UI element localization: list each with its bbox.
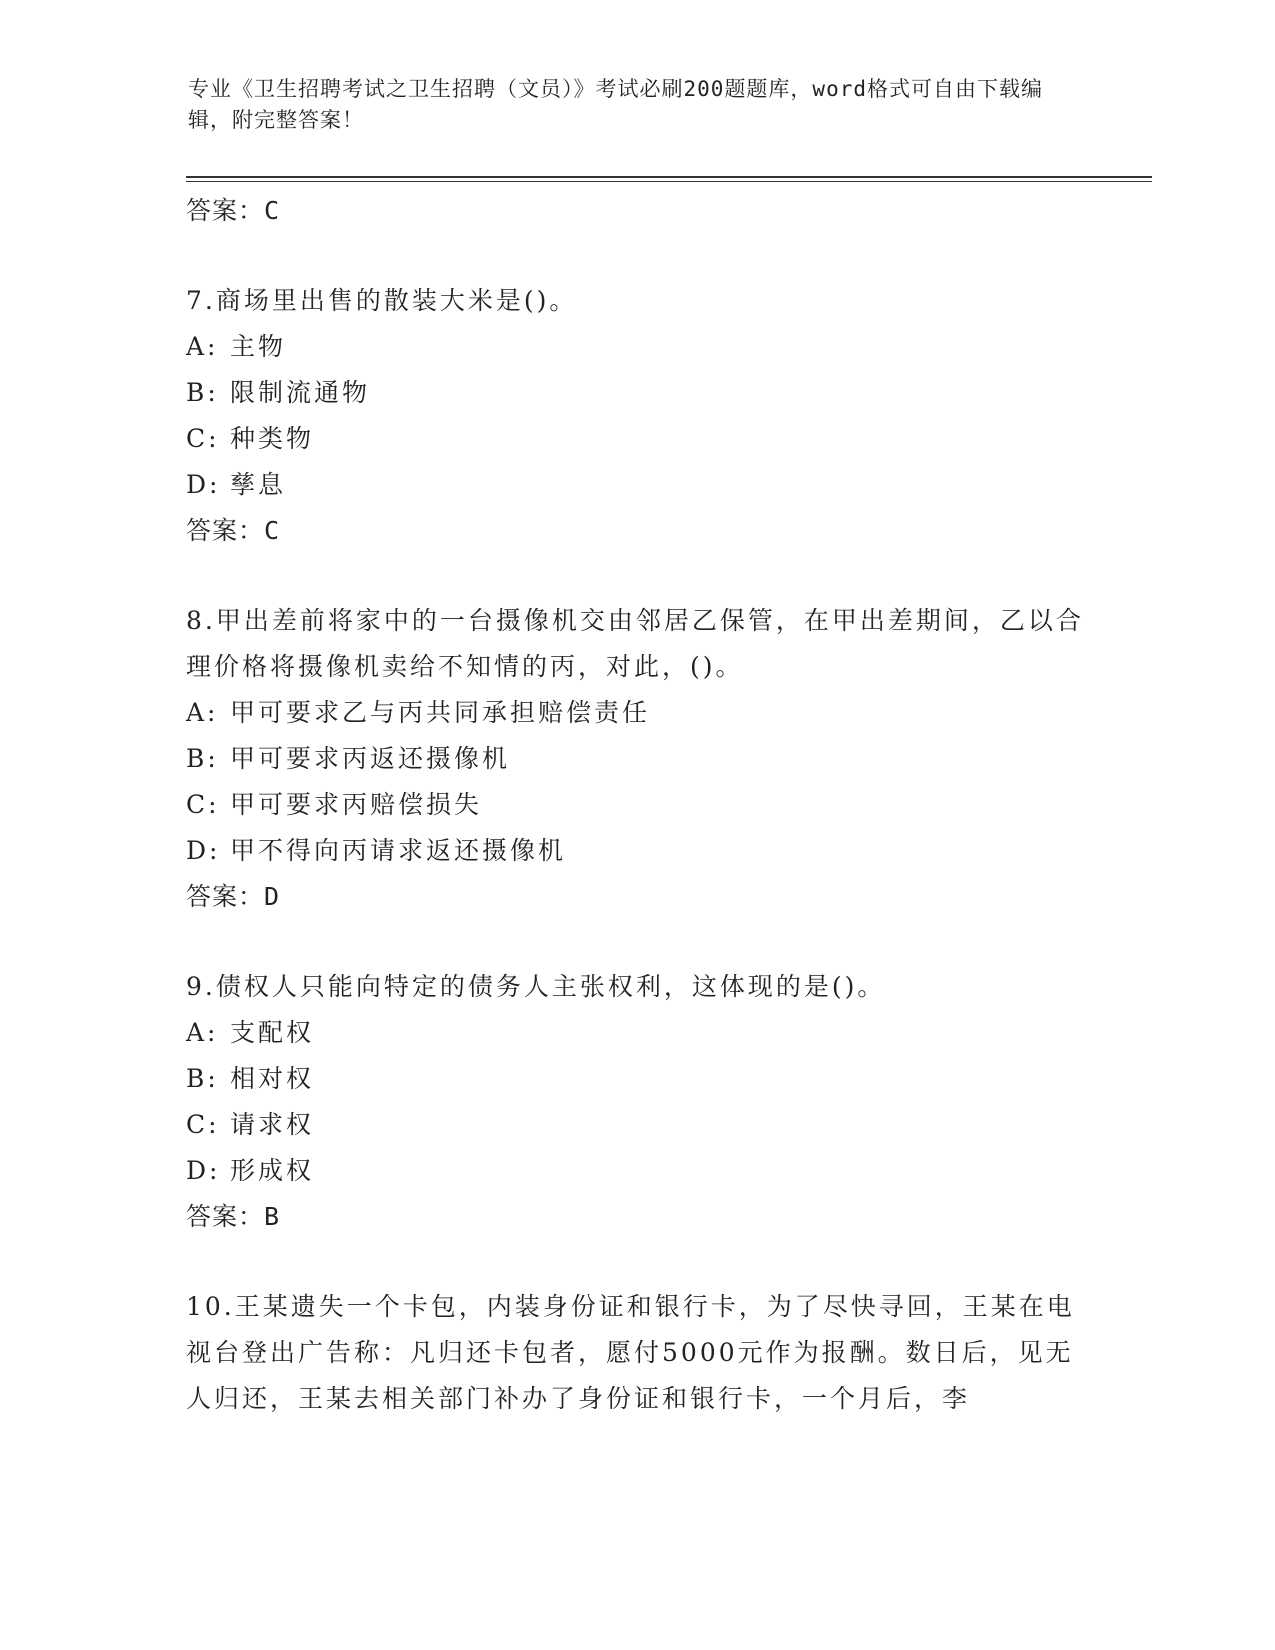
option-text: 限制流通物 xyxy=(230,378,371,407)
option-letter: D: xyxy=(186,1156,221,1185)
option-b xyxy=(186,1056,1086,1102)
question-stem: 9.债权人只能向特定的债务人主张权利，这体现的是()。 xyxy=(186,972,886,1001)
option-c xyxy=(186,1102,1086,1148)
option-text: 形成权 xyxy=(230,1156,315,1185)
option-text: 种类物 xyxy=(230,424,315,453)
answer-line: 答案：C xyxy=(186,516,281,545)
option-letter: A: xyxy=(186,1018,219,1047)
option-text: 请求权 xyxy=(230,1110,315,1139)
option-letter: D: xyxy=(186,470,221,499)
answer-line: 答案：D xyxy=(186,882,281,911)
option-text: 甲可要求丙返还摄像机 xyxy=(230,744,511,773)
option-text: 甲不得向丙请求返还摄像机 xyxy=(230,836,567,865)
question-list xyxy=(186,188,1086,1422)
answer-line: 答案：B xyxy=(186,1202,281,1231)
option-text: 主物 xyxy=(230,332,287,361)
option-letter: C: xyxy=(186,790,220,819)
question-7 xyxy=(186,278,1086,554)
option-b xyxy=(186,736,1086,782)
answer-line: 答案：C xyxy=(186,196,281,225)
option-letter: C: xyxy=(186,424,220,453)
option-c xyxy=(186,782,1086,828)
question-10 xyxy=(186,1284,1086,1422)
option-letter: B: xyxy=(186,1064,219,1093)
option-b xyxy=(186,370,1086,416)
question-8 xyxy=(186,598,1086,920)
option-letter: A: xyxy=(186,698,219,727)
option-letter: A: xyxy=(186,332,219,361)
header-rule-thin xyxy=(186,181,1152,182)
option-letter: D: xyxy=(186,836,221,865)
option-d xyxy=(186,462,1086,508)
option-text: 甲可要求乙与丙共同承担赔偿责任 xyxy=(230,698,651,727)
option-a xyxy=(186,324,1086,370)
option-a xyxy=(186,1010,1086,1056)
question-9 xyxy=(186,964,1086,1240)
option-letter: B: xyxy=(186,378,219,407)
option-letter: C: xyxy=(186,1110,220,1139)
option-text: 支配权 xyxy=(230,1018,315,1047)
option-d xyxy=(186,828,1086,874)
option-d xyxy=(186,1148,1086,1194)
option-text: 孳息 xyxy=(230,470,287,499)
option-text: 甲可要求丙赔偿损失 xyxy=(230,790,483,819)
header-rule xyxy=(186,176,1152,178)
option-text: 相对权 xyxy=(230,1064,315,1093)
option-letter: B: xyxy=(186,744,219,773)
question-stem: 10.王某遗失一个卡包，内装身份证和银行卡，为了尽快寻回，王某在电视台登出广告称：凡归还卡包者，愿付5000元作为报酬。数日后，见无人归还，王某去相关部门补办了身份证和银行卡，一个月后，李 xyxy=(186,1292,1075,1413)
question-stem: 8.甲出差前将家中的一台摄像机交由邻居乙保管，在甲出差期间，乙以合理价格将摄像机卖给不知情的丙，对此，()。 xyxy=(186,606,1084,681)
document-header: 专业《卫生招聘考试之卫生招聘（文员）》考试必刷200题题库，word格式可自由下载编辑，附完整答案！ xyxy=(188,77,1043,132)
option-c xyxy=(186,416,1086,462)
question-stem: 7.商场里出售的散装大米是()。 xyxy=(186,286,578,315)
option-a xyxy=(186,690,1086,736)
